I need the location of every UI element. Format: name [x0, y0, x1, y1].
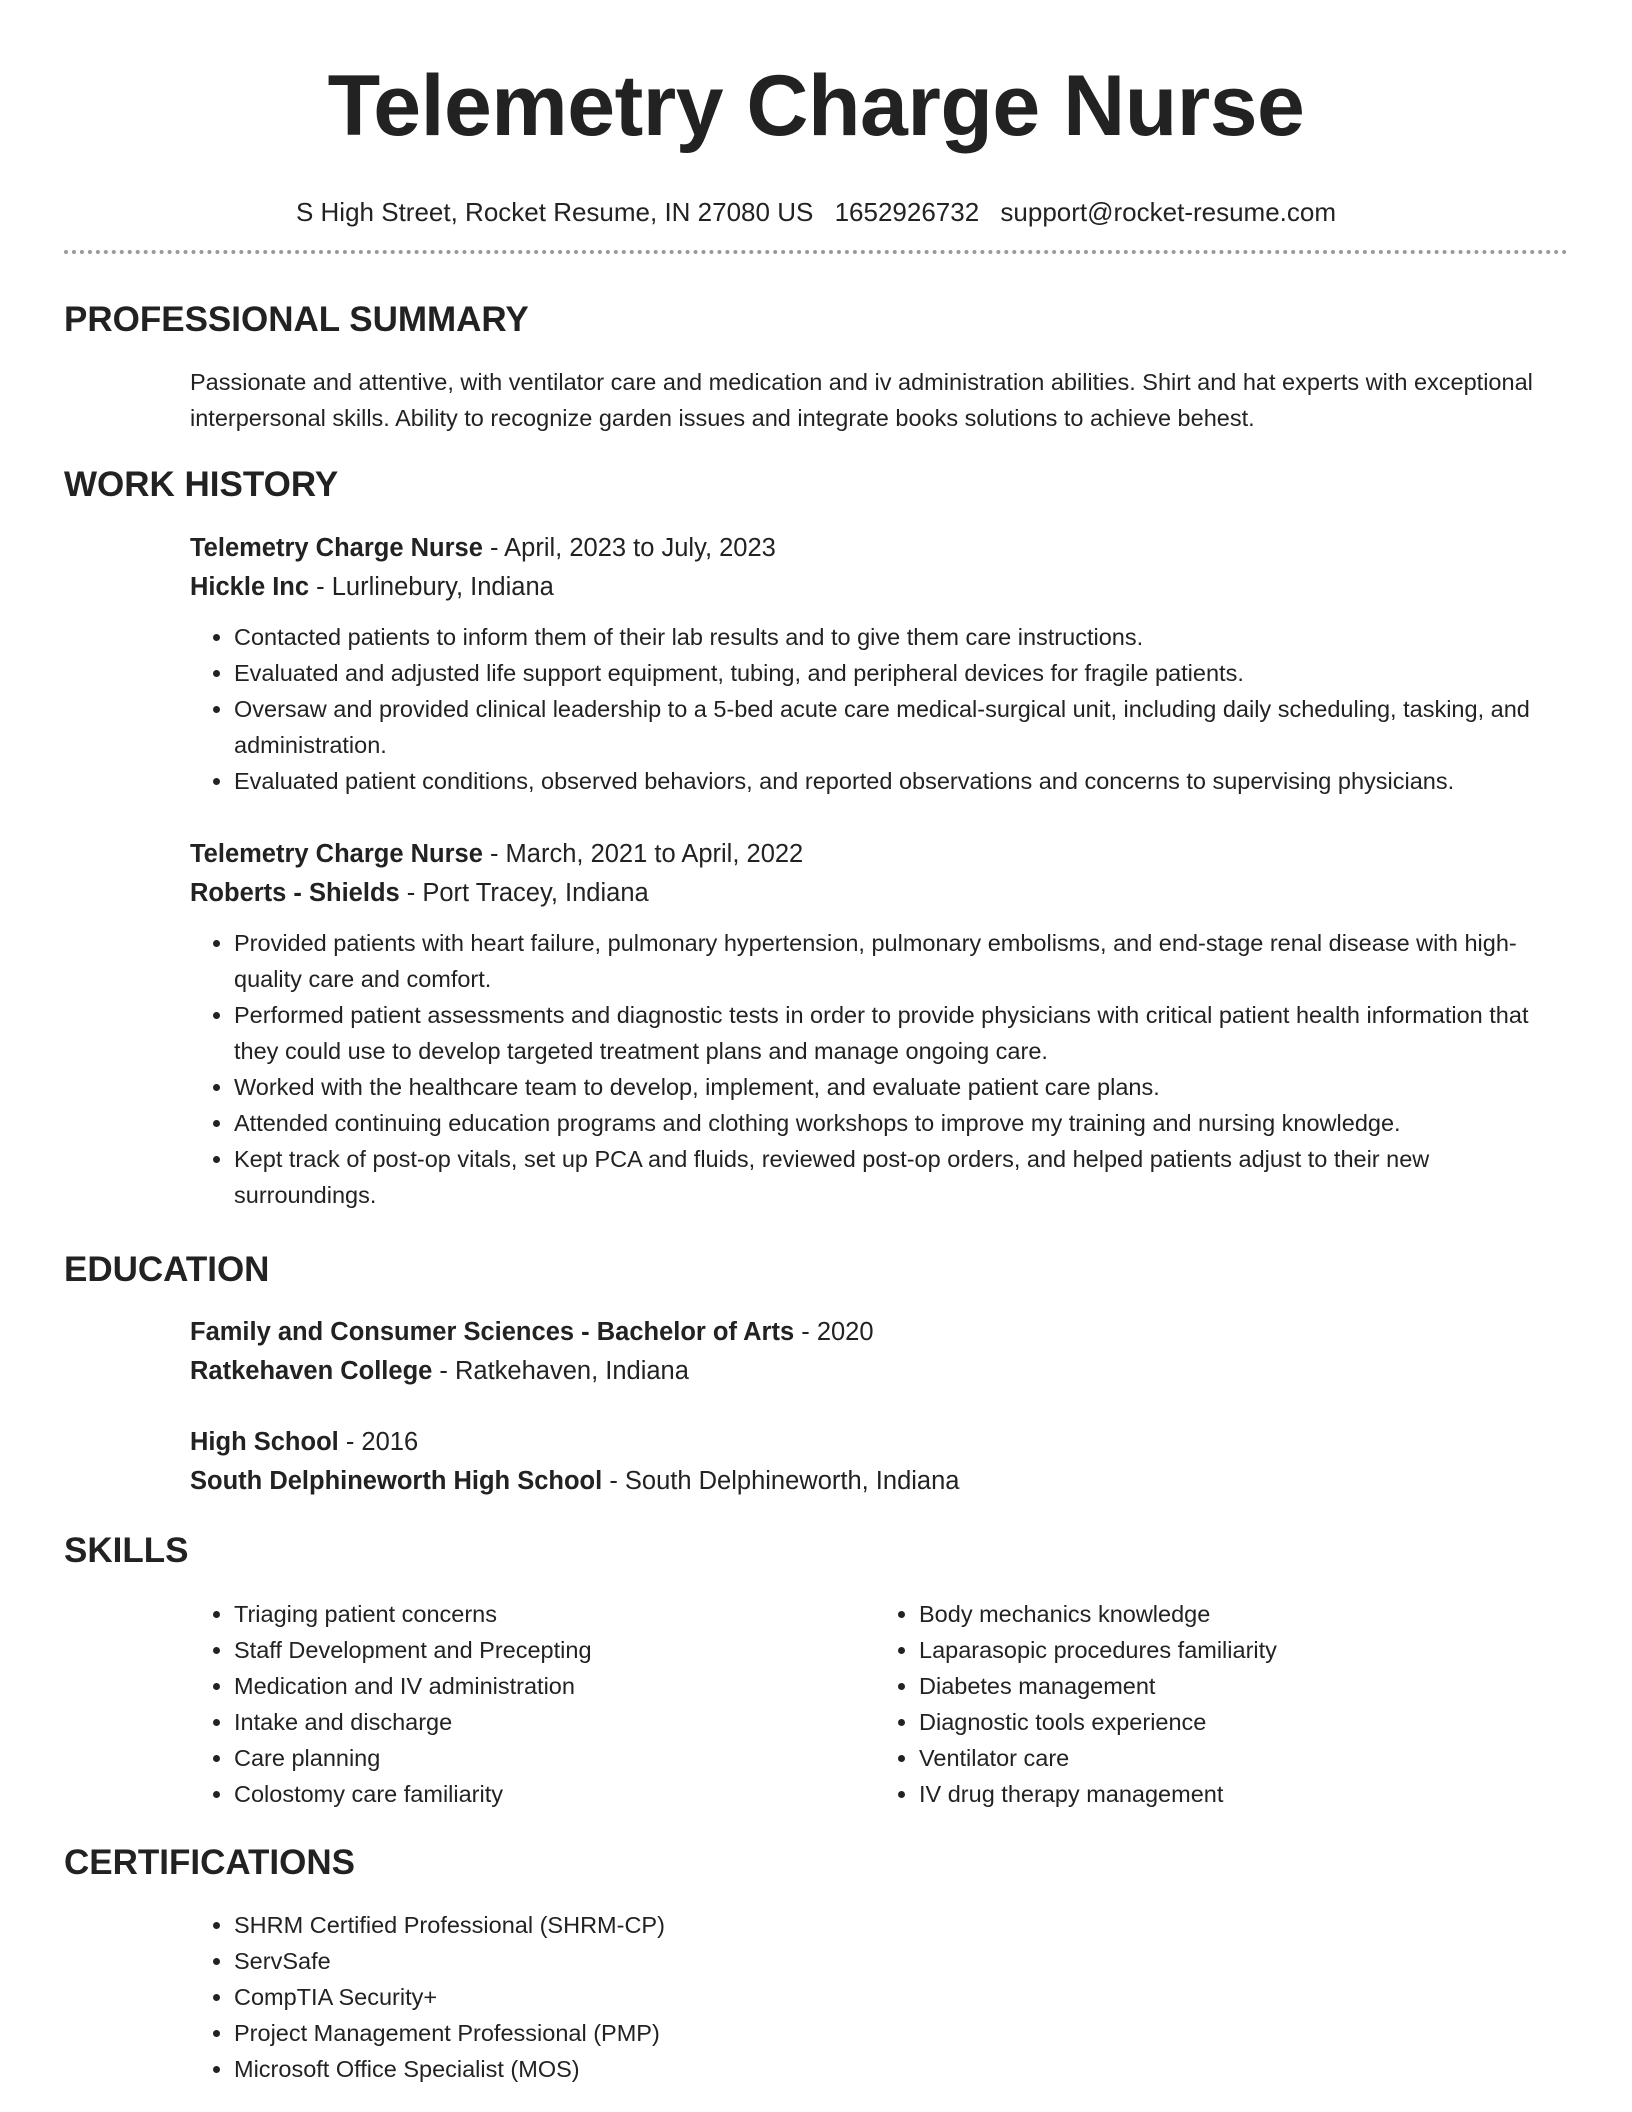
degree-name: Family and Consumer Sciences - Bachelor of Arts: [190, 1318, 795, 1346]
list-item: • Colostomy care familiarity: [234, 1776, 875, 1812]
list-item: • Care planning: [234, 1740, 875, 1776]
school-location: - South Delphineworth, Indiana: [602, 1467, 960, 1495]
job-title-line: [190, 529, 1560, 568]
school-line: [190, 1352, 1560, 1391]
list-item: • Intake and discharge: [234, 1704, 875, 1740]
list-item: • Microsoft Office Specialist (MOS): [234, 2051, 1560, 2087]
education-entry: [190, 1423, 1560, 1501]
header-divider: [64, 250, 1568, 254]
contact-line: [0, 196, 1632, 228]
list-item: • CompTIA Security+: [234, 1979, 1560, 2015]
list-item: • Kept track of post-op vitals, set up PCA and fluids, reviewed post-op orders, and helped patients adjust to their new surroundings.: [234, 1141, 1560, 1213]
resume-header: [0, 0, 1632, 228]
degree-year: - 2016: [338, 1428, 419, 1456]
school-name: South Delphineworth High School: [190, 1467, 603, 1495]
school-name: Ratkehaven College: [190, 1357, 433, 1385]
school-line: [190, 1462, 1560, 1501]
work-history-heading: WORK HISTORY: [64, 465, 339, 504]
list-item: • Medication and IV administration: [234, 1668, 875, 1704]
list-item: • Worked with the healthcare team to develop, implement, and evaluate patient care plans.: [234, 1069, 1560, 1105]
list-item: • IV drug therapy management: [919, 1776, 1560, 1812]
list-item: • Body mechanics knowledge: [919, 1596, 1560, 1632]
list-item: • Project Management Professional (PMP): [234, 2015, 1560, 2051]
summary-heading: PROFESSIONAL SUMMARY: [64, 300, 529, 339]
job-role: Telemetry Charge Nurse: [190, 534, 483, 562]
skills-list-left: [190, 1596, 875, 1812]
list-item: • Triaging patient concerns: [234, 1596, 875, 1632]
education-heading: EDUCATION: [64, 1250, 270, 1289]
list-item: • Attended continuing education programs and clothing workshops to improve my training and nursing knowledge.: [234, 1105, 1560, 1141]
job-location: - Port Tracey, Indiana: [399, 879, 649, 907]
education-entry: [190, 1313, 1560, 1391]
job-company: Roberts - Shields: [190, 879, 400, 907]
degree-line: [190, 1313, 1560, 1352]
school-location: - Ratkehaven, Indiana: [432, 1357, 689, 1385]
job-role: Telemetry Charge Nurse: [190, 840, 483, 868]
degree-line: [190, 1423, 1560, 1462]
list-item: • Contacted patients to inform them of their lab results and to give them care instructions.: [234, 619, 1560, 655]
list-item: • Diabetes management: [919, 1668, 1560, 1704]
contact-email: support@rocket-resume.com: [1000, 197, 1337, 227]
list-item: • Diagnostic tools experience: [919, 1704, 1560, 1740]
certifications-heading: CERTIFICATIONS: [64, 1843, 356, 1882]
job-bullets: [190, 619, 1560, 799]
summary-text: Passionate and attentive, with ventilator care and medication and iv administration abilities. Shirt and hat experts with exceptional interpersonal skills. Ability to recognize garden issues and integrate books solutions to achieve behest.: [190, 369, 1533, 431]
contact-address: S High Street, Rocket Resume, IN 27080 US: [295, 197, 814, 227]
job-title-line: [190, 835, 1560, 874]
degree-year: - 2020: [794, 1318, 874, 1346]
job-company-line: [190, 874, 1560, 913]
job-bullets: [190, 925, 1560, 1213]
job-dates: - April, 2023 to July, 2023: [482, 534, 776, 562]
job-entry: [190, 529, 1560, 799]
list-item: • SHRM Certified Professional (SHRM-CP): [234, 1907, 1560, 1943]
list-item: • Performed patient assessments and diagnostic tests in order to provide physicians with critical patient health information that they could use to develop targeted treatment plans and manage ongoing care.: [234, 997, 1560, 1069]
degree-name: High School: [190, 1428, 339, 1456]
list-item: • Provided patients with heart failure, pulmonary hypertension, pulmonary embolisms, and end-stage renal disease with high-quality care and comfort.: [234, 925, 1560, 997]
list-item: • ServSafe: [234, 1943, 1560, 1979]
skills-columns: [190, 1596, 1560, 1812]
skills-heading: SKILLS: [64, 1531, 189, 1570]
list-item: • Evaluated and adjusted life support equipment, tubing, and peripheral devices for fragile patients.: [234, 655, 1560, 691]
list-item: • Laparasopic procedures familiarity: [919, 1632, 1560, 1668]
list-item: • Ventilator care: [919, 1740, 1560, 1776]
list-item: • Evaluated patient conditions, observed behaviors, and reported observations and concerns to supervising physicians.: [234, 763, 1560, 799]
job-company: Hickle Inc: [190, 573, 310, 601]
contact-phone: 1652926732: [834, 197, 980, 227]
certifications-block: [190, 1907, 1560, 2087]
job-dates: - March, 2021 to April, 2022: [482, 840, 804, 868]
skills-list-right: [875, 1596, 1560, 1812]
job-location: - Lurlinebury, Indiana: [309, 573, 554, 601]
job-company-line: [190, 568, 1560, 607]
certifications-list: [190, 1907, 1560, 2087]
list-item: • Oversaw and provided clinical leadership to a 5-bed acute care medical-surgical unit, including daily scheduling, tasking, and administration.: [234, 691, 1560, 763]
candidate-name: Telemetry Charge Nurse: [327, 58, 1305, 154]
list-item: • Staff Development and Precepting: [234, 1632, 875, 1668]
job-entry: [190, 835, 1560, 1213]
